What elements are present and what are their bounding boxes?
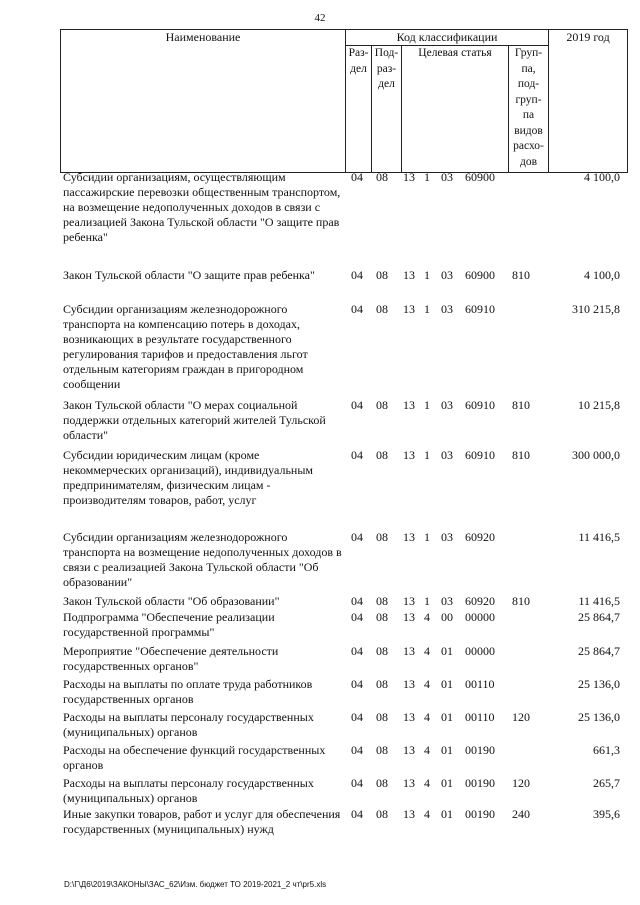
row-group: 120	[512, 776, 530, 790]
row-amount: 661,3	[593, 743, 620, 757]
row-event: 01	[441, 807, 453, 821]
row-razdel: 04	[351, 448, 363, 462]
header-year: 2019 год	[549, 30, 628, 173]
row-direction: 00110	[465, 677, 495, 691]
row-podrazdel: 08	[376, 610, 388, 624]
row-program: 13	[403, 710, 415, 724]
row-razdel: 04	[351, 677, 363, 691]
row-event: 01	[441, 644, 453, 658]
row-name: Закон Тульской области "О мерах социальной поддержки отдельных категорий жителей Тульской области"	[63, 398, 326, 442]
row-subprogram: 4	[424, 743, 430, 757]
row-subprogram: 4	[424, 644, 430, 658]
row-podrazdel: 08	[376, 677, 388, 691]
row-razdel: 04	[351, 776, 363, 790]
row-name: Закон Тульской области "Об образовании"	[63, 594, 280, 608]
row-name: Субсидии организациям железнодорожного транспорта на возмещение недополученных доходов в связи с реализацией Закона Тульской области "Об образовании"	[63, 530, 342, 589]
row-direction: 60910	[465, 398, 495, 412]
row-event: 03	[441, 170, 453, 184]
row-group: 240	[512, 807, 530, 821]
row-amount: 25 136,0	[578, 710, 620, 724]
row-podrazdel: 08	[376, 530, 388, 544]
row-razdel: 04	[351, 594, 363, 608]
row-direction: 60910	[465, 302, 495, 316]
row-name: Субсидии организациям железнодорожного транспорта на компенсацию потерь в доходах, возникающих в результате государственного регулирования тарифов и предоставления льгот отдельным категориям граждан в пригородном сообщении	[63, 302, 308, 391]
row-program: 13	[403, 776, 415, 790]
header-group: Груп- па, под- груп- па видов расхо- дов	[509, 46, 549, 173]
row-amount: 4 100,0	[584, 268, 620, 282]
row-program: 13	[403, 807, 415, 821]
row-subprogram: 1	[424, 594, 430, 608]
row-event: 03	[441, 594, 453, 608]
row-direction: 00110	[465, 710, 495, 724]
row-podrazdel: 08	[376, 268, 388, 282]
row-direction: 00190	[465, 807, 495, 821]
row-name: Мероприятие "Обеспечение деятельности государственных органов"	[63, 644, 279, 673]
row-event: 01	[441, 776, 453, 790]
row-razdel: 04	[351, 268, 363, 282]
row-event: 01	[441, 710, 453, 724]
header-podrazdel: Под- раз- дел	[372, 46, 402, 173]
row-name: Расходы на выплаты по оплате труда работников государственных органов	[63, 677, 313, 706]
row-direction: 60920	[465, 530, 495, 544]
header-name: Наименование	[61, 30, 346, 173]
row-podrazdel: 08	[376, 743, 388, 757]
row-event: 01	[441, 677, 453, 691]
row-amount: 11 416,5	[578, 530, 620, 544]
page-number: 42	[314, 12, 326, 24]
row-name: Расходы на обеспечение функций государственных органов	[63, 743, 326, 772]
row-podrazdel: 08	[376, 594, 388, 608]
header-classification: Код классификации	[346, 30, 549, 46]
row-subprogram: 4	[424, 610, 430, 624]
row-program: 13	[403, 268, 415, 282]
row-direction: 00190	[465, 743, 495, 757]
row-name: Субсидии организациям, осуществляющим пассажирские перевозки общественным транспортом, на возмещение недополученных доходов в связи с реализацией Закона Тульской области "О защите прав ребенка"	[63, 170, 341, 244]
file-path-footer: D:\Г\Д6\2019\ЗАКОНЫ\ЗАС_62\Изм. бюджет ТО 2019-2021_2 чт\pr5.xls	[64, 880, 327, 889]
row-amount: 25 864,7	[578, 644, 620, 658]
row-razdel: 04	[351, 170, 363, 184]
row-amount: 11 416,5	[578, 594, 620, 608]
table-header	[60, 29, 628, 173]
row-amount: 25 136,0	[578, 677, 620, 691]
row-podrazdel: 08	[376, 398, 388, 412]
row-program: 13	[403, 448, 415, 462]
row-group: 810	[512, 398, 530, 412]
row-amount: 4 100,0	[584, 170, 620, 184]
row-name: Подпрограмма "Обеспечение реализации государственной программы"	[63, 610, 275, 639]
row-amount: 10 215,8	[578, 398, 620, 412]
row-event: 03	[441, 302, 453, 316]
row-direction: 00190	[465, 776, 495, 790]
row-amount: 265,7	[593, 776, 620, 790]
row-name: Иные закупки товаров, работ и услуг для обеспечения государственных (муниципальных) нужд	[63, 807, 341, 836]
row-group: 810	[512, 594, 530, 608]
row-subprogram: 1	[424, 268, 430, 282]
row-event: 01	[441, 743, 453, 757]
row-razdel: 04	[351, 644, 363, 658]
row-program: 13	[403, 594, 415, 608]
row-subprogram: 1	[424, 448, 430, 462]
row-program: 13	[403, 677, 415, 691]
row-event: 03	[441, 398, 453, 412]
row-subprogram: 4	[424, 710, 430, 724]
row-amount: 395,6	[593, 807, 620, 821]
row-program: 13	[403, 644, 415, 658]
row-podrazdel: 08	[376, 302, 388, 316]
row-razdel: 04	[351, 807, 363, 821]
row-program: 13	[403, 302, 415, 316]
row-group: 810	[512, 448, 530, 462]
row-event: 03	[441, 268, 453, 282]
row-subprogram: 1	[424, 302, 430, 316]
row-razdel: 04	[351, 302, 363, 316]
row-direction: 60900	[465, 268, 495, 282]
row-direction: 60900	[465, 170, 495, 184]
row-subprogram: 4	[424, 677, 430, 691]
row-razdel: 04	[351, 398, 363, 412]
row-subprogram: 4	[424, 776, 430, 790]
row-program: 13	[403, 398, 415, 412]
row-amount: 300 000,0	[572, 448, 620, 462]
row-razdel: 04	[351, 610, 363, 624]
row-subprogram: 4	[424, 807, 430, 821]
row-subprogram: 1	[424, 398, 430, 412]
header-target: Целевая статья	[402, 46, 509, 173]
row-direction: 00000	[465, 644, 495, 658]
row-group: 810	[512, 268, 530, 282]
row-name: Закон Тульской области "О защите прав ребенка"	[63, 268, 315, 282]
row-subprogram: 1	[424, 170, 430, 184]
row-event: 03	[441, 448, 453, 462]
row-podrazdel: 08	[376, 170, 388, 184]
row-podrazdel: 08	[376, 807, 388, 821]
row-program: 13	[403, 610, 415, 624]
row-program: 13	[403, 530, 415, 544]
row-name: Расходы на выплаты персоналу государственных (муниципальных) органов	[63, 710, 314, 739]
row-amount: 310 215,8	[572, 302, 620, 316]
header-razdel: Раз- дел	[346, 46, 372, 173]
row-program: 13	[403, 743, 415, 757]
row-podrazdel: 08	[376, 710, 388, 724]
row-subprogram: 1	[424, 530, 430, 544]
row-group: 120	[512, 710, 530, 724]
row-razdel: 04	[351, 710, 363, 724]
row-name: Расходы на выплаты персоналу государственных (муниципальных) органов	[63, 776, 314, 805]
row-podrazdel: 08	[376, 448, 388, 462]
row-direction: 60920	[465, 594, 495, 608]
row-event: 00	[441, 610, 453, 624]
row-direction: 60910	[465, 448, 495, 462]
row-razdel: 04	[351, 743, 363, 757]
row-event: 03	[441, 530, 453, 544]
row-razdel: 04	[351, 530, 363, 544]
row-podrazdel: 08	[376, 644, 388, 658]
row-direction: 00000	[465, 610, 495, 624]
row-name: Субсидии юридическим лицам (кроме некоммерческих организаций), индивидуальным предпринимателям, физическим лицам - производителям товаров, работ, услуг	[63, 448, 313, 507]
row-amount: 25 864,7	[578, 610, 620, 624]
row-podrazdel: 08	[376, 776, 388, 790]
row-program: 13	[403, 170, 415, 184]
